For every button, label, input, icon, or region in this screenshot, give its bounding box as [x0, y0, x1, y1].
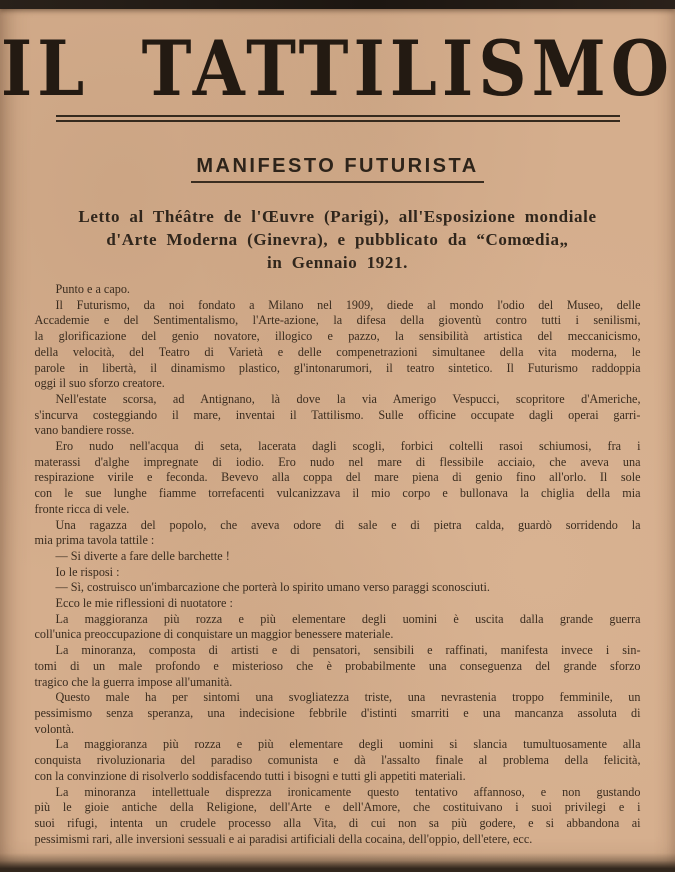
body-line: La minoranza intellettuale disprezza ironicamente questo tentativo affannoso, e non gustando: [55, 784, 641, 799]
publication-note-line: d'Arte Moderna (Ginevra), e pubblicato da “Comœdia„: [106, 230, 569, 249]
body-line: Questo male ha per sintomi una svogliatezza triste, una nevrastenia troppo femminile, un: [55, 690, 641, 705]
body-line: mia prima tavola tattile :: [34, 533, 155, 548]
body-line: materassi d'alghe impregnate di iodio. Ero nudo nel mare di flessibile acciaio, che aveva una: [34, 454, 641, 469]
body-line: oggi il suo sforzo creatore.: [34, 376, 165, 391]
body-line: Il Futurismo, da noi fondato a Milano nel 1909, diede al mondo l'odio del Museo, delle: [55, 297, 641, 312]
body-line: con le sue lunghe fiamme torrefacenti vulcanizzava il mio corpo e bullonava la chiglia della mia: [34, 486, 641, 501]
publication-note-line: in Gennaio 1921.: [267, 253, 408, 272]
manifesto-subtitle: MANIFESTO FUTURISTA: [191, 156, 483, 183]
body-line: della velocità, del Teatro di Varietà e delle compenetrazioni simultanee della vita moderna, le: [34, 344, 641, 359]
body-line: più le gioie antiche della Religione, dell'Arte e dell'Amore, che costituivano i suoi privilegi e i: [34, 800, 641, 815]
body-line: respirazione virile e feconda. Bevevo alla coppa del mare piena di genio fino all'orlo. Il sole: [34, 470, 641, 485]
body-line: coll'unica preoccupazione di conquistare un maggior benessere materiale.: [34, 627, 394, 642]
body-line: pessimismo senza speranza, una indecisione febbrile d'istinti smarriti e una mancanza assoluta di: [34, 705, 641, 720]
body-line: Ecco le mie riflessioni di nuotatore :: [55, 596, 233, 611]
body-line: tomi di un male profondo e misterioso che è probabilmente una conseguenza del grande sforzo: [34, 658, 641, 673]
body-line: La minoranza, composta di artisti e di pensatori, sensibili e raffinati, manifesta invece i sin-: [55, 643, 641, 658]
body-line: — Si diverte a fare delle barchette !: [55, 548, 230, 563]
publication-note-line: Letto al Théâtre de l'Œuvre (Parigi), all'Esposizione mondiale: [78, 207, 597, 226]
body-line: Ero nudo nell'acqua di seta, lacerata dagli scogli, forbici coltelli rasoi schiumosi, fra i: [55, 439, 641, 454]
body-line: la glorificazione del genio novatore, illogico e pazzo, la sensibilità artistica del meccanicismo,: [34, 329, 641, 344]
body-line: s'incurva costeggiando il mare, inventai il Tattilismo. Sulle officine occupate dagli operai garri-: [34, 407, 641, 422]
body-line: conquista rivoluzionaria del paradiso comunista e dà l'assalto finale al problema della felicità,: [34, 753, 641, 768]
body-line: volontà.: [34, 721, 75, 736]
title-double-rule: [56, 115, 620, 122]
body-line: Nell'estate scorsa, ad Antignano, là dove la via Amerigo Vespucci, scopritore d'Americhe,: [55, 391, 641, 406]
body-line: con la convinzione di risolverlo soddisfacendo tutti i bisogni e tutti gli appetiti materiali.: [34, 768, 466, 783]
body-line: Una ragazza del popolo, che aveva odore di sale e di pietra calda, guardò sorridendo la: [55, 517, 641, 532]
body-line: fronte ricca di vele.: [34, 501, 130, 516]
publication-note: [0, 205, 675, 274]
body-line: suoi rifugi, intenta un crudele processo alla Vita, di cui non sa più godere, e si abbandona ai: [34, 815, 641, 830]
body-line: La maggioranza più rozza e più elementare degli uomini si slancia tumultuosamente alla: [55, 737, 641, 752]
body-line: Io le risposi :: [55, 564, 120, 579]
body-line: vano bandiere rosse.: [34, 423, 135, 438]
body-line: parole in libertà, il dinamismo plastico, gl'intonarumori, il teatro sintetico. Il Futurismo raddoppia: [34, 360, 641, 375]
body-line: pessimismi rari, alle inversioni sessuali e ai paradisi artificiali della cocaina, dell'oppio, dell'etere, ecc.: [34, 831, 533, 846]
body-line: Punto e a capo.: [55, 282, 130, 296]
body-line: tragico che la guerra impose all'umanità.: [34, 674, 233, 689]
body-line: La maggioranza più rozza e più elementare degli uomini è uscita dalla grande guerra: [55, 611, 641, 626]
body-text: [35, 282, 641, 847]
body-line: — Sì, costruisco un'imbarcazione che porterà lo spirito umano verso paraggi sconosciuti.: [55, 580, 490, 595]
page-title: IL TATTILISMO: [0, 23, 675, 114]
scan-edge-top: [0, 0, 675, 9]
subtitle-row: [0, 156, 675, 183]
body-line: Accademie e del Sentimentalismo, l'Arte-azione, la difesa della gioventù contro tutti i senilismi,: [34, 313, 641, 328]
scan-edge-bottom: [0, 853, 675, 872]
